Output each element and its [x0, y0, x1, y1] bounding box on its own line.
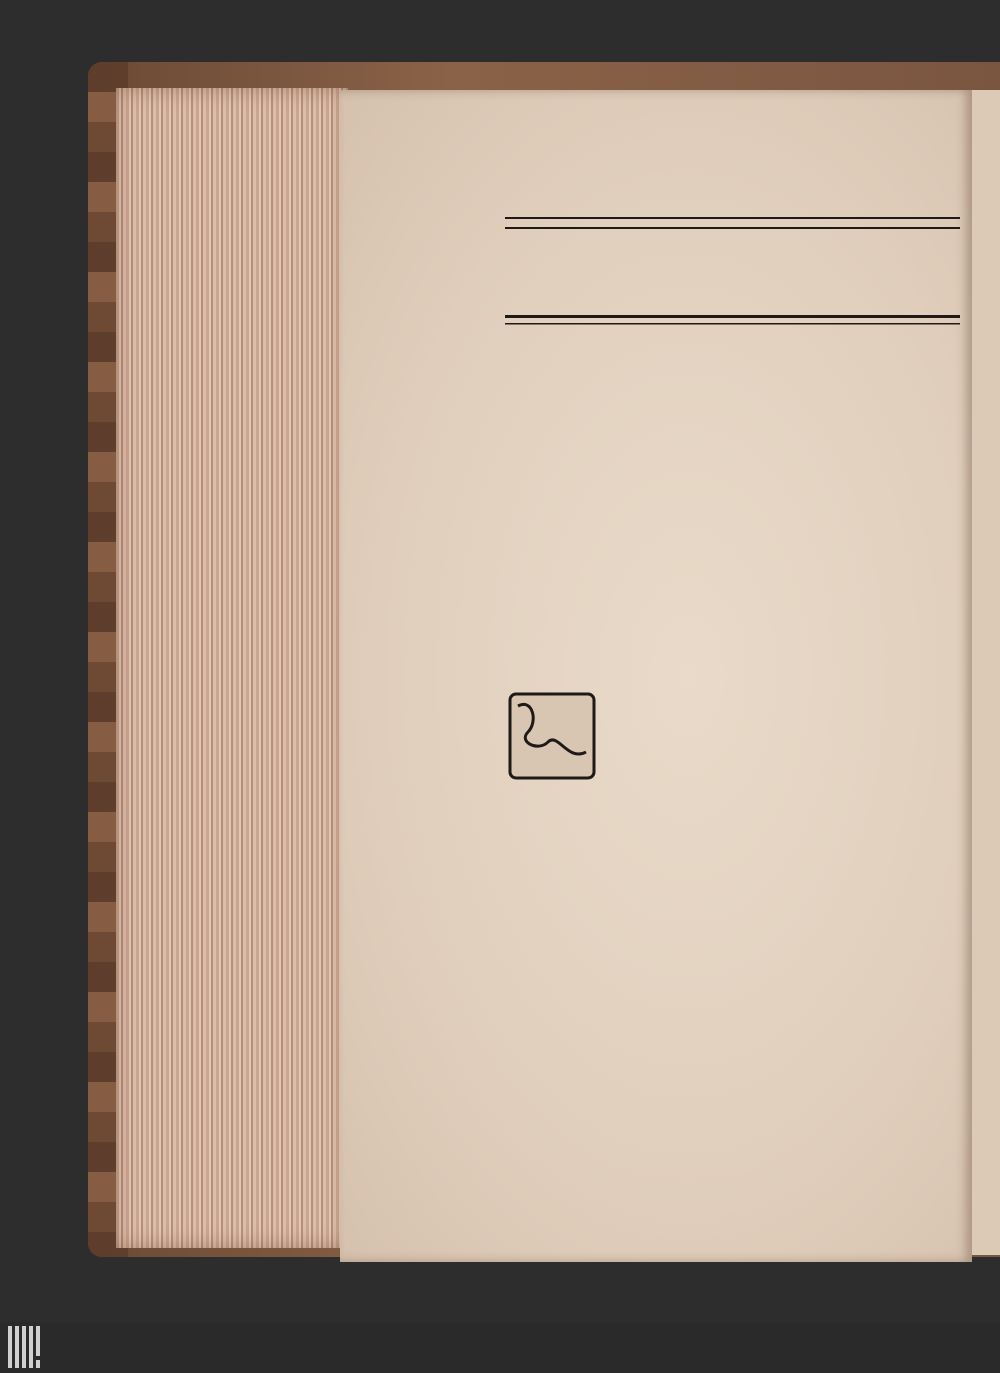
decorative-banner	[505, 175, 960, 385]
header-ornament	[672, 134, 822, 174]
library-logo-icon	[8, 1326, 46, 1368]
decorated-initial	[508, 692, 596, 780]
facing-page-edge	[972, 90, 1000, 1255]
page-edges	[116, 88, 348, 1248]
footer-bar	[0, 1322, 1000, 1373]
